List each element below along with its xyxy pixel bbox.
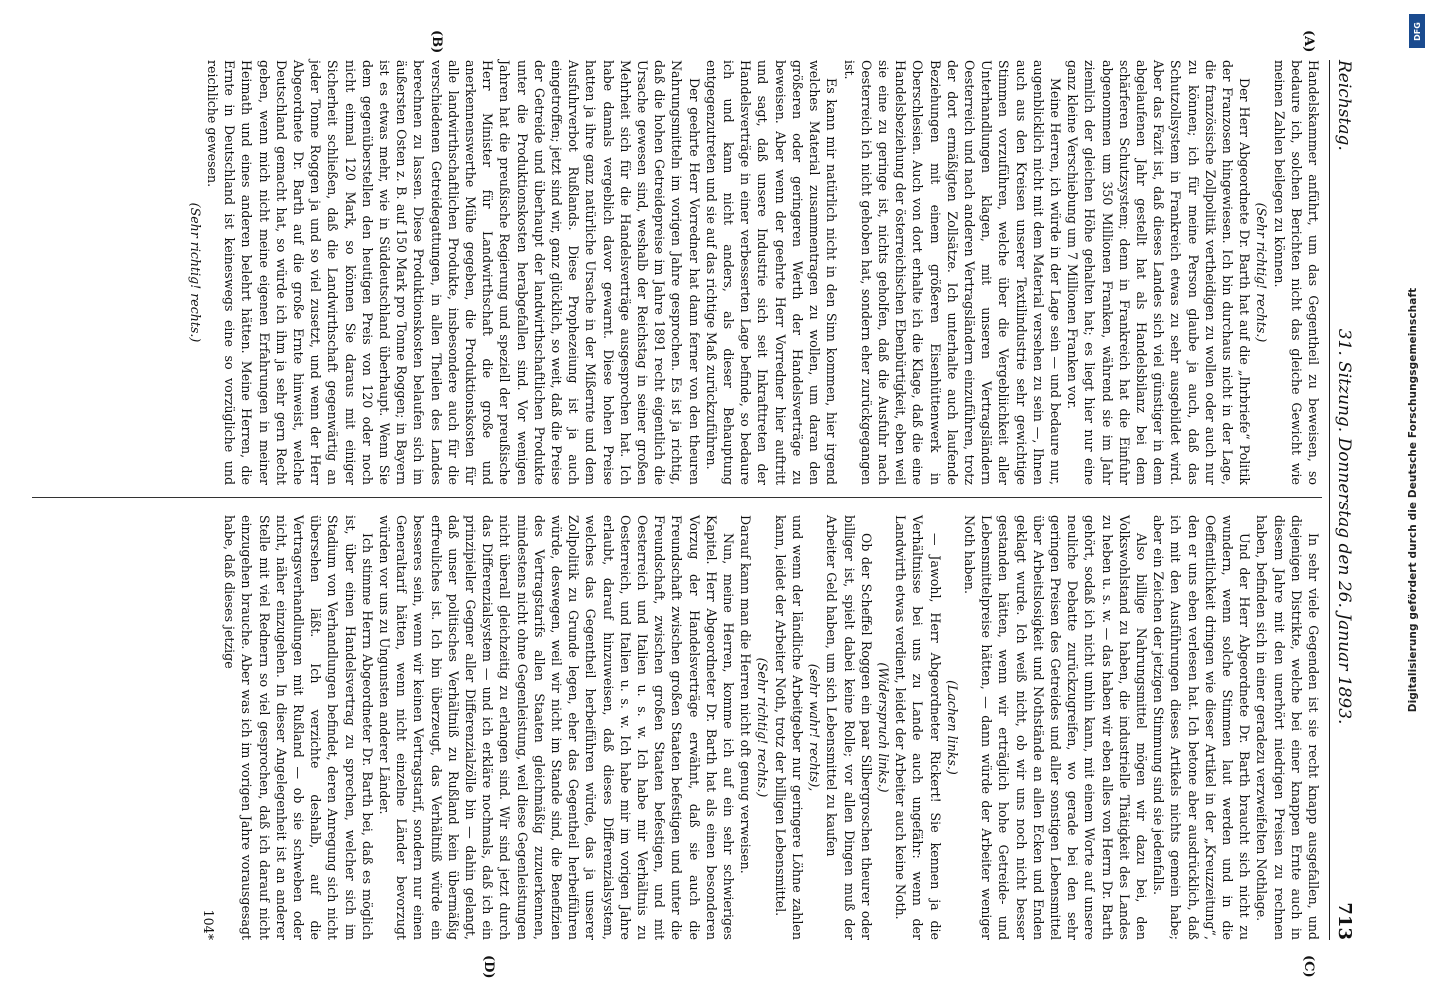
interjection: (sehr wahr! rechts), (807, 663, 823, 792)
interjection: (Widerspruch links.) (875, 662, 891, 793)
paragraph: Der geehrte Herr Vorredner hat dann ferner von den theuren Nahrungsmitteln im vorigen Jahre gesprochen. Es ist ja richtig, daß die hohen Getreidepreise im Jahre 1891 recht eigentlich die Ursache gewesen sind, weshalb der Reichstag in seiner großen Mehrheit sich für die Handelsverträge ausgesprochen hat. Ich habe damals vergeblich davor gewarnt. Diese hohen Preise hatten ja ihre ganz natürliche Ursache in der Mißernte und dem Ausfuhrverbot Rußlands. Diese Prophezeiung ist ja auch eingetroffen; jetzt sind wir, ganz glücklich, so weit, daß die Preise der Getreide und überhaupt der landwirthschaftlichen Produkte unter die Produktionskosten herabgefallen sind. Vor wenigen Jahren hat die preußische Regierung und speziell der preußische Herr Minister für Landwirthschaft die große und anerkennenswerthe Mühe gegeben, die Produktionskosten für alle landwirthschaftlichen Produkte, insbesondere auch für die verschiedenen Getreidegattungen, in allen Theilen des Landes berechnen zu lassen. Diese Produktionskosten belaufen sich im äußersten Osten z. B. auf 150 Mark pro Tonne Roggen; in Bayern ist es etwas mehr, wie in Süddeutschland überhaupt. Wenn Sie dem gegenüberstellen den heutigen Preis von 120 oder noch nicht einmal 120 Mark, so können Sie daraus mit einiger Sicherheit schließen, daß die Landwirthschaft gegenwärtig an jeder Tonne Roggen ja und so viel zusetzt, und wenn der Herr Abgeordnete Dr. Barth auf die große Ernte hinweist, welche Deutschland gemacht hat, so würde ich ihm ja sehr gern Recht geben, wenn mich nicht meine eigenen Erfahrungen in meiner Heimath und eines anderen belehrt hätten. Meine Herren, die Ernte in Deutschland ist keineswegs eine so vorzügliche und reichliche gewesen. (205, 60, 702, 485)
margin-marker-c: (C) (1301, 955, 1316, 978)
interjection: (Sehr richtig! rechts.) (187, 202, 203, 343)
right-column (22, 515, 1322, 940)
margin-marker-d: (D) (481, 955, 496, 979)
paragraph: Der Herr Abgeordnete Dr. Barth hat auf die „Ihrbriefe“ Politik der Franzosen hingewiesen. Ich bin durchaus nicht in der Lage, die französische Zollpolitik vertheidigen zu wollen oder auch nur zu können; ich für meine Person glaube ja auch, daß das Schutzollsystem in Frankreich etwas zu sehr ausgebildet wird. Aber das Fazit ist, daß dieses Landes sich viel günstiger in dem abgelaufenen Jahr gestellt hat als Handelsbilanz bei dem schärferen Schutzsystem; denn in Frankreich hat die Einfuhr abgenommen um 350 Millionen Franken, während sie im Jahr ziemlich der gleichen Höhe gehalten hat; es liegt hier nur eine ganz kleine Verschiebung um 7 Millionen Franken vor. (1065, 60, 1253, 485)
interjection: (Sehr richtig! rechts.) (755, 657, 771, 798)
column-divider (32, 497, 1322, 498)
paragraph: Also billige Nahrungsmittel mögen wir dazu bei, den Volkswohlstand zu haben, die industrielle Thätigkeit des Landes zu heben u. s. w. — das haben wir eben alles von Herrn Dr. Barth gehört, sodaß ich nicht umhin kann, mit einem Worte auf unsere neuliche Debatte zurückzugreifen, wo gerade bei den sehr geringen Preisen des Getreides und aller sonstigen Lebensmittel über Arbeitslosigkeit und Nothstände an allen Ecken und Enden geklagt wurde. Ich weiß nicht, ob wir uns noch nicht besser gestanden hätten, wenn wir erträglich hohe Getreide- und Lebensmittelpreise hätten, — dann würde der Arbeiter weniger Noth haben. (961, 515, 1149, 940)
dfg-logo-text: DFG (1412, 21, 1422, 41)
paragraph: Handelskammer anführt, um das Gegentheil zu beweisen, so bedaure ich, solchen Berichten nicht das gleiche Gewicht wie meinen Zahlen beilegen zu können. (1271, 60, 1321, 485)
paragraph: — Jawohl, Herr Abgeordneter Rickert! Sie kennen ja die Verhältnisse bei uns zu Lande auch ungefähr: wenn der Landwirth etwas verdient, leidet der Arbeiter auch keine Noth. (893, 515, 943, 940)
paragraph: und wenn der ländliche Arbeitgeber nur geringere Löhne zahlen kann, leidet der Arbeiter Noth, trotz der billigen Lebensmittel. (772, 515, 805, 940)
header-left: Reichstag. (1334, 60, 1354, 151)
watermark-text: Digitalisierung gefördert durch die Deutsche Forschungsgemeinschaft (1407, 287, 1419, 713)
signature-mark: 104* (201, 909, 216, 940)
margin-marker-a: (A) (1301, 30, 1316, 53)
document-page (2, 0, 1392, 1000)
page-number: 713 (1334, 902, 1355, 940)
page-header (1329, 60, 1374, 940)
interjection: (Sehr richtig! rechts.) (1254, 202, 1270, 343)
interjection: (Lachen links.) (944, 680, 960, 775)
paragraph: Und der Herr Abgeordnete Dr. Barth braucht sich nicht zu wundern, wenn solche Stimmen laut werden und in die Oeffentlichkeit dringen wie dieser Artikel in der „Kreuzzeitung“, den er uns eben verlesen hat. Ich betone aber ausdrücklich, daß ich mit den Ausführungen dieses Artikels nichts gemein habe; aber ein Zeichen der jetzigen Stimmung sind sie jedenfalls. (1151, 515, 1253, 940)
left-column (22, 60, 1322, 485)
paragraph: Ich stimme Herrn Abgeordneter Dr. Barth bei, daß es möglich ist, über einen Handelsvertrag zu sprechen, welcher sich im Stadium von Verhandlungen befindet, deren Anregung sich nicht übersehen läßt. Ich verzichte deshalb, auf die Vertragsverhandlungen mit Rußland — ob sie schweben oder nicht, näher einzugehen. In dieser Angelegenheit ist an anderer Stelle mit viel Rednern so viel gesprochen, daß ich darauf nicht einzugehen brauche. Aber was ich im vorigen Jahre vorausgesagt habe, daß dieses jetzige (222, 515, 375, 940)
header-center: 31. Sitzung. Donnerstag den 26. Januar 1893. (1334, 328, 1354, 725)
paragraph: Es kann mir natürlich nicht in den Sinn kommen, hier irgend welches Material zusammentragen zu wollen, um daran den größeren oder geringeren Werth der Handelsverträge zu beweisen. Aber wenn der geehrte Herr Vorredner hier auftritt und sagt, daß unsere Industrie sich seit Inkrafttreten der Handelsverträge in einer verbesserten Lage befinde, so bedaure ich und kann nicht anders, als dieser Behauptung entgegenzutreten und sie auf das richtige Maß zurückzuführen. (703, 60, 840, 485)
dfg-watermark (1394, 0, 1432, 1000)
paragraph: Meine Herren, ich würde in der Lage sein — und bedaure nur, augenblicklich nicht mit dem Material versehen zu sein —, Ihnen auch aus den Kreisen unserer Textilindustrie sehr gewichtige Stimmen vorzuführen, welche über die Vergebliichkeit aller Unterhandlungen klagen, mit unseren Vertragsländern Oesterreich und nach anderen Vertragsländern einzuführen, trotz der dort ermäßigten Zollsätze. Ich unterhalte auch laufende Beziehungen mit einem größeren Eisenhüttenwerk in Oberschlesien. Auch von dort erhalte ich die Klage, daß die eine Handelsbeziehung der österreichischen Ebenbürtigkeit, eben weil sie eine zu geringe ist, nichts geholfen, daß die Ausfuhr nach Oesterreich ich nicht gehoben hat, sondern eher zurückgegangen ist. (841, 60, 1063, 485)
paragraph: Nun, meine Herren, komme ich auf ein sehr schwieriges Kapitel. Herr Abgeordneter Dr. Barth hat als einen besonderen Vorzug der Handelsverträge erwähnt, daß sie auch die Freundschaft zwischen großen Staaten befestigen und unter die Freundschaft, zwischen großen Staaten befestigen, und mit Oesterreich und Italien u. s. w. Ich habe mir Verhältnis zu Oesterreich, und Italien u. s. w. Ich habe mir im vorigen Jahre erlaubt, darauf hinzuweisen, daß dieses Differenzialsystem, welches das Gegentheil herbeiführen würde, das ja unserer Zollpolitik zu Grunde legen, eher das Gegentheil herbeiführen würde, deswegen, weil wir nicht im Stande sind, die Benefizien des Vertragstarifs allen Staaten gleichmäßig zuzuerkennen, mindestens nicht ohne Gegenleistung, weil diese Gegenleistungen nicht überall gleichzeitig zu erlangen sind. Wir sind jetzt durch das Differenzialsystem — und ich erkläre nochmals, daß ich ein prinzipieller Gegner aller Differenzialzölle bin — dahin gelangt, daß unser politisches Verhältniß zu Rußland kein übermäßig erfreuliches ist. Ich bin überzeugt, das Verhältniß würde ein besseres sein, wenn wir keinen Vertragstarif, sondern nur einen Generaltarif hätten, wenn nicht einzelne Länder bevorzugt würden vor uns zu Ungunsten anderer Länder. (377, 515, 737, 941)
paragraph: Ob der Scheffel Roggen ein paar Silbergroschen theurer oder billiger ist, spielt dabei keine Rolle; vor allen Dingen muß der Arbeiter Geld haben, um sich Lebensmittel zu kaufen (824, 515, 874, 940)
paragraph: Darauf kann man die Herren nicht oft genug verweisen. (738, 515, 754, 874)
paragraph: In sehr viele Gegenden ist sie recht knapp ausgefallen, und diejenigen Distrikte, welche bei einer knappen Ernte auch in diesem Jahre mit den unerhört niedrigen Preisen zu rechnen haben, befinden sich in einer geradezu verzweifelten Nothlage. (1254, 515, 1321, 940)
margin-marker-b: (B) (429, 30, 444, 54)
